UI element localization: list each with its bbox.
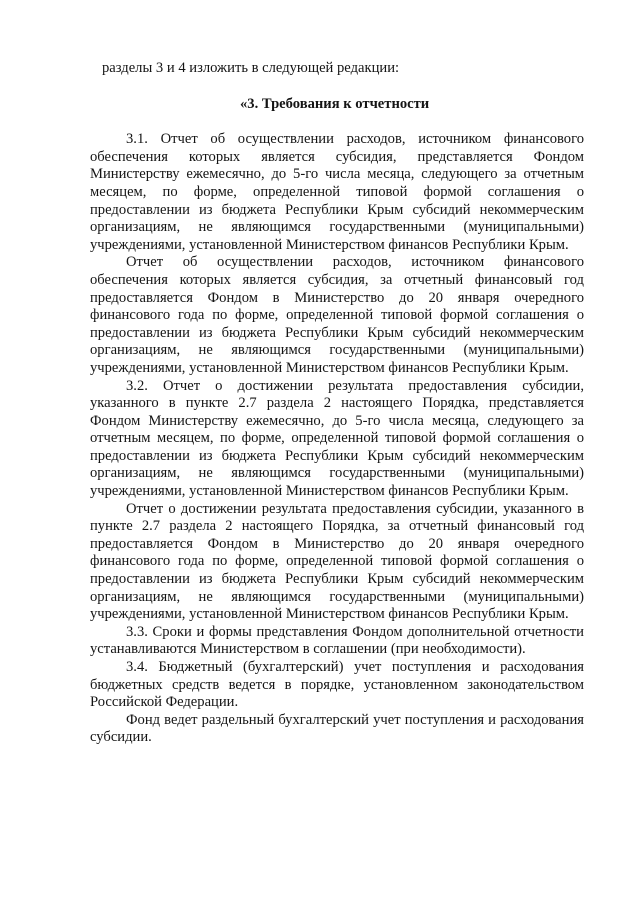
paragraph-3-2: 3.2. Отчет о достижении результата предоставления субсидии, указанного в пункте 2.7 раздела 2 настоящего Порядка, представляется Фондом Министерству ежемесячно, до 5-го числа месяца, следующего за отчетным месяцем, по форме, определенной типовой формой соглашения о предоставлении из бюджета Республики Крым субсидий некоммерческим организациям, не являющимся государственными (муниципальными) учреждениями, установленной Министерством финансов Республики Крым. [90,377,584,500]
intro-line: разделы 3 и 4 изложить в следующей редакции: [102,60,400,76]
paragraph-separate-accounting: Фонд ведет раздельный бухгалтерский учет поступления и расходования субсидии. [90,711,584,746]
paragraph-3-3: 3.3. Сроки и формы представления Фондом дополнительной отчетности устанавливаются Министерством в соглашении (при необходимости). [90,623,584,658]
paragraph-3-1: 3.1. Отчет об осуществлении расходов, источником финансового обеспечения которых является субсидия, представляется Фондом Министерству ежемесячно, до 5-го числа месяца, следующего за отчетным месяцем, по форме, определенной типовой формой соглашения о предоставлении из бюджета Республики Крым субсидий некоммерческим организациям, не являющимся государственными (муниципальными) учреждениями, установленной Министерством финансов Республики Крым. [90,131,584,253]
paragraph-3-4: 3.4. Бюджетный (бухгалтерский) учет поступления и расходования бюджетных средств ведется в порядке, установленном законодательством Российской Федерации. [90,659,584,711]
paragraph-3-1-annual: Отчет об осуществлении расходов, источником финансового обеспечения которых является субсидия, за отчетный финансовый год предоставляется Фондом в Министерство до 20 января очередного финансового года по форме, определенной типовой формой соглашения о предоставлении из бюджета Республики Крым субсидий некоммерческим организациям, не являющимся государственными (муниципальными) учреждениями, установленной Министерством финансов Республики Крым. [90,254,584,376]
paragraph-3-2-annual: Отчет о достижении результата предоставления субсидии, указанного в пункте 2.7 раздела 2 настоящего Порядка, за отчетный финансовый год предоставляется Фондом в Министерство до 20 января очередного финансового года по форме, определенной типовой формой соглашения о предоставлении из бюджета Республики Крым субсидий некоммерческим организациям, не являющимся государственными (муниципальными) учреждениями, установленной Министерством финансов Республики Крым. [90,500,584,623]
section-title: «3. Требования к отчетности [240,95,430,112]
